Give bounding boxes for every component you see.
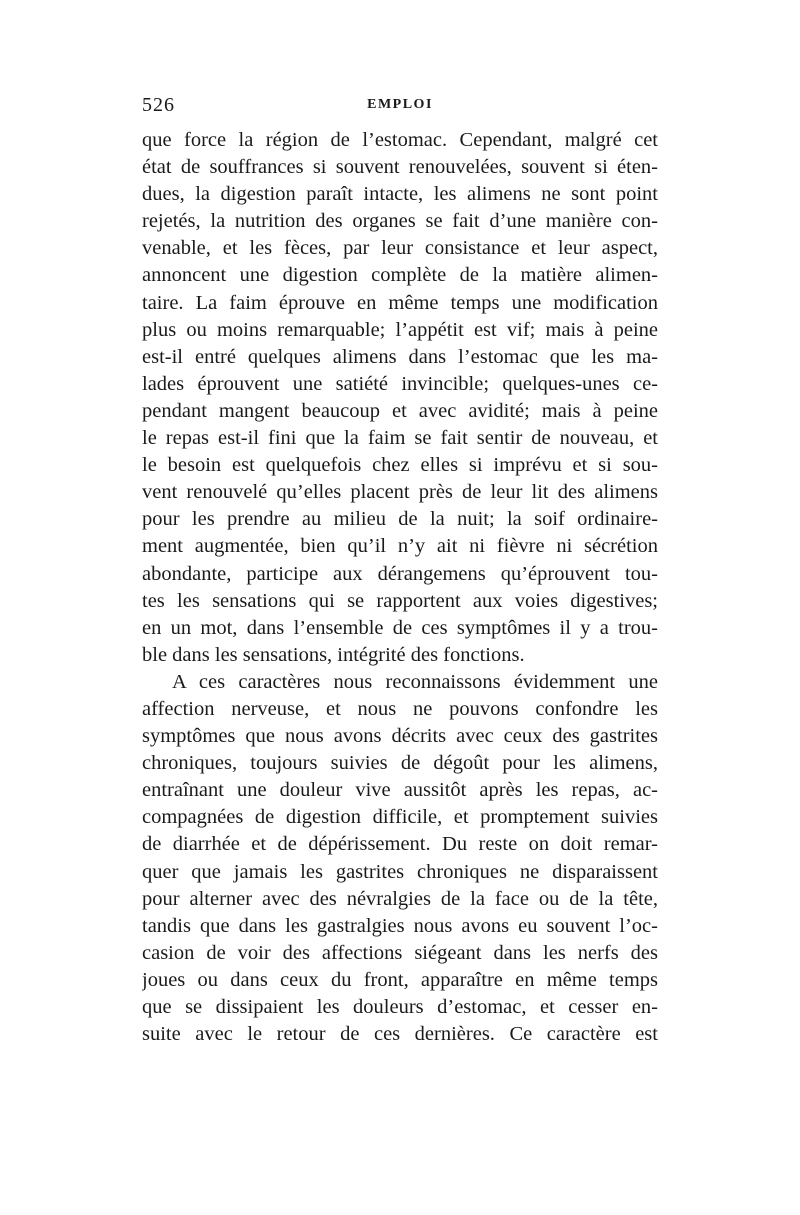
page-number: 526: [142, 94, 175, 116]
text-line: pour alterner avec des névralgies de la face ou de la tête,: [142, 887, 658, 910]
text-line: casion de voir des affections siégeant dans les nerfs des: [142, 941, 658, 964]
text-line: en un mot, dans l’ensemble de ces symptômes il y a trou-: [142, 616, 658, 639]
text-line: le repas est-il fini que la faim se fait sentir de nouveau, et: [142, 427, 658, 450]
text-line: vent renouvelé qu’elles placent près de leur lit des alimens: [142, 481, 658, 504]
text-line: ble dans les sensations, intégrité des fonctions.: [142, 643, 525, 666]
text-line: que se dissipaient les douleurs d’estomac, et cesser en-: [142, 996, 658, 1018]
text-line: taire. La faim éprouve en même temps une modification: [142, 291, 658, 314]
text-line: rejetés, la nutrition des organes se fait d’une manière con-: [142, 210, 658, 233]
text-line: de diarrhée et de dépérissement. Du reste on doit remar-: [142, 833, 658, 856]
text-line: joues ou dans ceux du front, apparaître en même temps: [142, 968, 658, 991]
text-line: quer que jamais les gastrites chroniques ne disparaissent: [142, 860, 658, 883]
text-line: chroniques, toujours suivies de dégoût pour les alimens,: [142, 752, 658, 775]
running-title: EMPLOI: [367, 97, 433, 112]
text-line: pendant mangent beaucoup et avec avidité; mais à peine: [142, 399, 658, 422]
text-line: lades éprouvent une satiété invincible; quelques-unes ce-: [142, 372, 658, 395]
text-line: suite avec le retour de ces dernières. Ce caractère est: [142, 1023, 658, 1046]
text-line: venable, et les fèces, par leur consistance et leur aspect,: [142, 237, 658, 260]
text-line: plus ou moins remarquable; l’appétit est vif; mais à peine: [142, 318, 658, 341]
text-line: annoncent une digestion complète de la matière alimen-: [142, 264, 658, 287]
text-line: dues, la digestion paraît intacte, les alimens ne sont point: [142, 183, 658, 206]
text-line: symptômes que nous avons décrits avec ceux des gastrites: [142, 725, 658, 748]
running-head: [142, 94, 658, 118]
text-line: pour les prendre au milieu de la nuit; la soif ordinaire-: [142, 508, 658, 531]
text-line: compagnées de digestion difficile, et promptement suivies: [142, 806, 658, 829]
text-line: A ces caractères nous reconnaissons évidemment une: [172, 670, 658, 693]
text-line: ment augmentée, bien qu’il n’y ait ni fièvre ni sécrétion: [142, 535, 658, 558]
text-line: est-il entré quelques alimens dans l’estomac que les ma-: [142, 345, 658, 368]
text-line: abondante, participe aux dérangemens qu’éprouvent tou-: [142, 562, 658, 585]
text-line: état de souffrances si souvent renouvelées, souvent si éten-: [142, 156, 658, 179]
text-line: le besoin est quelquefois chez elles si imprévu et si sou-: [142, 454, 658, 477]
text-line: affection nerveuse, et nous ne pouvons confondre les: [142, 697, 658, 720]
text-line: que force la région de l’estomac. Cependant, malgré cet: [142, 129, 658, 151]
text-line: entraînant une douleur vive aussitôt après les repas, ac-: [142, 779, 658, 802]
body-text: [142, 127, 658, 1048]
text-line: tes les sensations qui se rapportent aux voies digestives;: [142, 589, 658, 612]
text-line: tandis que dans les gastralgies nous avons eu souvent l’oc-: [142, 914, 658, 937]
